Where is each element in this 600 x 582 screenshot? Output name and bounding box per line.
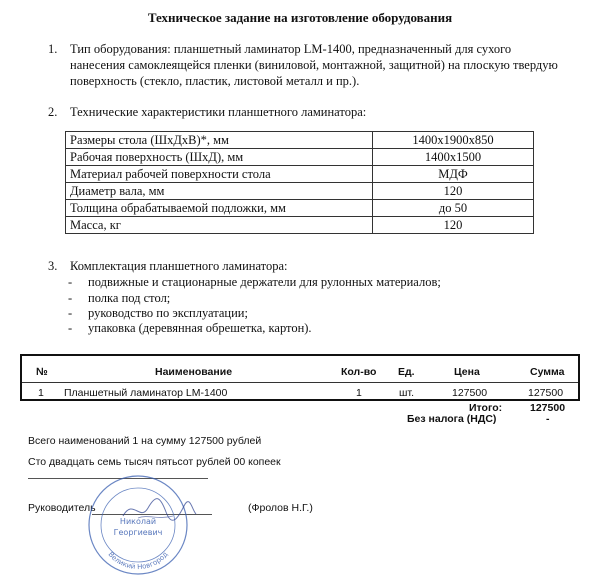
list-dash: -	[68, 291, 73, 305]
spec-value: до 50	[373, 200, 534, 217]
spec-name: Размеры стола (ШхДхВ)*, мм	[66, 132, 373, 149]
total-summary: Всего наименований 1 на сумму 127500 рублей	[28, 435, 262, 447]
spec-row	[66, 217, 534, 234]
total-label: Итого:	[469, 402, 503, 414]
invoice-header-divider	[20, 382, 580, 383]
signer-role: Руководитель	[28, 502, 96, 514]
stamp-ring-text: Великий Новгород	[106, 550, 170, 572]
list-text: подвижные и стационарные держатели для рулонных материалов;	[88, 275, 441, 289]
document-title: Техническое задание на изготовление оборудования	[147, 10, 453, 25]
item-text: Комплектация планшетного ламинатора:	[70, 259, 288, 273]
invoice-top-border	[20, 354, 580, 356]
spec-value: МДФ	[373, 166, 534, 183]
spec-name: Диаметр вала, мм	[66, 183, 373, 200]
list-text: руководство по эксплуатации;	[88, 306, 248, 320]
list-dash: -	[68, 275, 73, 289]
row-name: Планшетный ламинатор LM-1400	[64, 387, 228, 399]
spec-row	[66, 200, 534, 217]
spec-table	[65, 131, 534, 234]
invoice-right-border	[578, 355, 580, 401]
invoice-left-border	[20, 355, 22, 401]
list-text: упаковка (деревянная обрешетка, картон).	[88, 321, 312, 335]
item-number: 2.	[48, 105, 58, 119]
total-in-words: Сто двадцать семь тысяч пятьсот рублей 00 копеек	[28, 456, 281, 468]
stamp-line1: Николай	[119, 517, 157, 526]
row-num: 1	[38, 387, 44, 399]
spec-row	[66, 166, 534, 183]
spec-row	[66, 149, 534, 166]
row-price: 127500	[452, 387, 488, 399]
spec-name: Масса, кг	[66, 217, 373, 234]
spec-value: 120	[373, 183, 534, 200]
list-dash: -	[68, 306, 73, 320]
spec-row	[66, 132, 534, 149]
col-header-sum: Сумма	[530, 366, 565, 378]
col-header-unit: Ед.	[398, 366, 415, 378]
signer-name: (Фролов Н.Г.)	[248, 502, 313, 514]
handwritten-signature	[118, 488, 198, 528]
list-text: полка под стол;	[88, 291, 171, 305]
spec-row	[66, 183, 534, 200]
spec-value: 1400х1500	[373, 149, 534, 166]
spec-value: 1400х1900х850	[373, 132, 534, 149]
stamp-line2: Георгиевич	[113, 528, 163, 537]
vat-label: Без налога (НДС)	[407, 413, 497, 425]
spec-name: Толщина обрабатываемой подложки, мм	[66, 200, 373, 217]
list-dash: -	[68, 321, 73, 335]
svg-text:Великий Новгород	[106, 550, 169, 571]
item-number: 3.	[48, 259, 58, 273]
col-header-num: №	[36, 366, 48, 378]
spec-name: Рабочая поверхность (ШхД), мм	[66, 149, 373, 166]
row-unit: шт.	[399, 387, 414, 399]
item-text: Технические характеристики планшетного ламинатора:	[70, 105, 367, 119]
item-text: Тип оборудования: планшетный ламинатор LM-1400, предназначенный для сухого нанесения самоклеящейся пленки (виниловой, монтажной, защитной) на плоскую твердую поверхность (стекло, пластик, листовой металл и пр.).	[70, 42, 558, 88]
total-value: 127500	[530, 402, 566, 414]
spec-name: Материал рабочей поверхности стола	[66, 166, 373, 183]
row-qty: 1	[356, 387, 362, 399]
item-number: 1.	[48, 42, 58, 56]
vat-value: -	[546, 413, 550, 425]
invoice-bottom-border	[20, 399, 580, 401]
row-sum: 127500	[528, 387, 564, 399]
spec-value: 120	[373, 217, 534, 234]
col-header-qty: Кол-во	[341, 366, 377, 378]
col-header-price: Цена	[454, 366, 480, 378]
col-header-name: Наименование	[155, 366, 233, 378]
